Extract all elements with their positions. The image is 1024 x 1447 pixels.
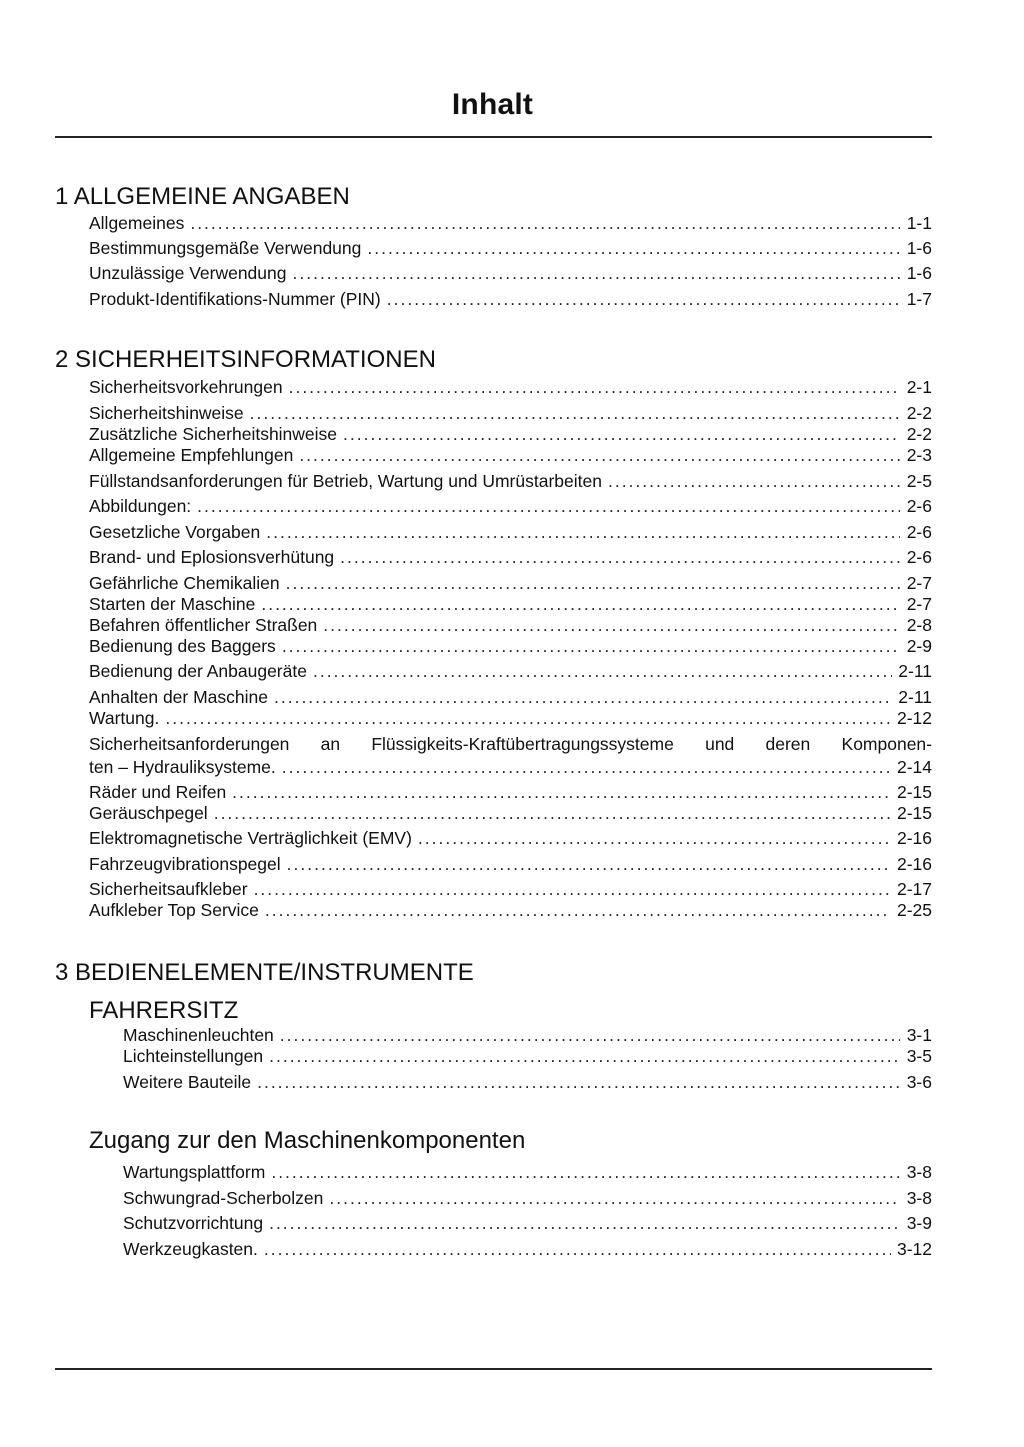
toc-entry-label: Brand- und Eplosionsverhütung <box>89 547 335 567</box>
toc-entry-label: Produkt-Identifikations-Nummer (PIN) <box>89 289 381 309</box>
toc-entry[interactable] <box>89 212 932 234</box>
toc-entry-label: Bedienung des Baggers <box>89 636 276 656</box>
leader-dots <box>261 593 900 615</box>
toc-entry-page: 1-6 <box>906 238 932 258</box>
toc-entry[interactable] <box>89 802 932 824</box>
toc-entry-page: 2-3 <box>906 445 932 465</box>
toc-entry-wrapped-line[interactable]: Sicherheitsanforderungen an Flüssigkeits-Kraftübertragungssysteme und deren Komponen- <box>89 734 932 754</box>
toc-entry[interactable] <box>89 470 932 492</box>
subsection-zugang-heading: Zugang zur den Maschinenkomponenten <box>89 1127 526 1154</box>
toc-entry-page: 2-15 <box>896 803 932 823</box>
subsection-fahrersitz-heading: FAHRERSITZ <box>89 997 239 1024</box>
toc-entry[interactable] <box>89 572 932 594</box>
toc-entry[interactable] <box>123 1238 932 1260</box>
toc-entry-page: 2-15 <box>896 782 932 802</box>
toc-entry-page: 1-6 <box>906 263 932 283</box>
toc-entry[interactable] <box>89 614 932 636</box>
toc-entry-label: Befahren öffentlicher Straßen <box>89 615 318 635</box>
toc-entry-page: 2-12 <box>896 708 932 728</box>
toc-entry-page: 2-6 <box>906 496 932 516</box>
toc-entry-page: 3-6 <box>906 1072 932 1092</box>
leader-dots <box>250 402 900 424</box>
toc-entry-page: 2-9 <box>906 636 932 656</box>
toc-entry-label: Sicherheitsvorkehrungen <box>89 377 283 397</box>
toc-entry[interactable] <box>89 402 932 424</box>
toc-entry-label: Schutzvorrichtung <box>123 1213 264 1233</box>
toc-entry[interactable] <box>89 237 932 259</box>
toc-entry-label: Aufkleber Top Service <box>89 900 259 920</box>
toc-entry[interactable] <box>89 781 932 803</box>
toc-entry-page: 2-11 <box>898 661 932 681</box>
toc-entry-label: Unzulässige Verwendung <box>89 263 287 283</box>
leader-dots <box>418 827 891 849</box>
leader-dots <box>165 707 891 729</box>
toc-entry[interactable] <box>89 288 932 310</box>
toc-entry[interactable] <box>89 546 932 568</box>
toc-entry[interactable] <box>89 376 932 398</box>
leader-dots <box>257 1071 900 1093</box>
toc-entry-page: 2-14 <box>896 757 932 777</box>
toc-entry-label: Allgemeines <box>89 213 185 233</box>
toc-entry-label: Zusätzliche Sicherheitshinweise <box>89 424 338 444</box>
leader-dots <box>367 237 900 259</box>
toc-entry-page: 2-25 <box>896 900 932 920</box>
toc-entry-label: Bestimmungsgemäße Verwendung <box>89 238 362 258</box>
leader-dots <box>269 1045 900 1067</box>
leader-dots <box>287 853 891 875</box>
toc-entry-label: Bedienung der Anbaugeräte <box>89 661 307 681</box>
toc-entry[interactable] <box>123 1187 932 1209</box>
toc-entry-page: 2-2 <box>906 424 932 444</box>
toc-entry-page: 2-5 <box>906 471 932 491</box>
toc-entry-page: 2-11 <box>898 687 932 707</box>
toc-entry-page: 2-1 <box>906 377 932 397</box>
toc-entry-page: 3-1 <box>906 1025 932 1045</box>
leader-dots <box>608 470 900 492</box>
toc-entry[interactable] <box>123 1071 932 1093</box>
toc-entry-label: Gesetzliche Vorgaben <box>89 522 261 542</box>
leader-dots <box>214 802 891 824</box>
toc-entry-label: Fahrzeugvibrationspegel <box>89 854 281 874</box>
section-3-heading: 3 BEDIENELEMENTE/INSTRUMENTE <box>55 959 474 986</box>
toc-entry-label: Abbildungen: <box>89 496 192 516</box>
toc-entry-page: 3-9 <box>906 1213 932 1233</box>
toc-entry-page: 2-17 <box>896 879 932 899</box>
toc-entry[interactable] <box>123 1024 932 1046</box>
toc-entry-page: 3-5 <box>906 1046 932 1066</box>
toc-entry[interactable] <box>89 593 932 615</box>
toc-entry-page: 3-8 <box>906 1188 932 1208</box>
leader-dots <box>282 635 900 657</box>
toc-entry[interactable] <box>89 686 932 708</box>
leader-dots <box>280 1024 900 1046</box>
section-2-heading: 2 SICHERHEITSINFORMATIONEN <box>55 346 436 373</box>
toc-entry-label: Wartung. <box>89 708 160 728</box>
toc-entry-page: 2-2 <box>906 403 932 423</box>
toc-entry-label: Schwungrad-Scherbolzen <box>123 1188 324 1208</box>
toc-entry-label: Füllstandsanforderungen für Betrieb, Wartung und Umrüstarbeiten <box>89 471 602 491</box>
toc-entry-label: Allgemeine Empfehlungen <box>89 445 294 465</box>
toc-entry-label: Räder und Reifen <box>89 782 227 802</box>
toc-entry[interactable] <box>89 495 932 517</box>
toc-entry[interactable] <box>89 262 932 284</box>
page-title: Inhalt <box>451 88 534 121</box>
toc-entry-label: Anhalten der Maschine <box>89 687 268 707</box>
toc-body <box>55 0 932 1447</box>
leader-dots <box>266 521 900 543</box>
toc-entry-label: Sicherheitshinweise <box>89 403 244 423</box>
leader-dots <box>271 1161 900 1183</box>
toc-entry[interactable] <box>123 1161 932 1183</box>
toc-entry[interactable] <box>89 827 932 849</box>
leader-dots <box>232 781 891 803</box>
leader-dots <box>299 444 900 466</box>
leader-dots <box>254 878 891 900</box>
toc-entry[interactable] <box>89 635 932 657</box>
toc-entry[interactable] <box>123 1045 932 1067</box>
toc-entry-page: 2-7 <box>906 594 932 614</box>
leader-dots <box>293 262 901 284</box>
toc-entry[interactable] <box>123 1212 932 1234</box>
section-1-heading: 1 ALLGEMEINE ANGABEN <box>55 183 350 210</box>
toc-entry[interactable] <box>89 756 932 778</box>
leader-dots <box>190 212 900 234</box>
leader-dots <box>269 1212 900 1234</box>
leader-dots <box>387 288 900 310</box>
toc-entry-label: Wartungsplattform <box>123 1162 266 1182</box>
leader-dots <box>329 1187 900 1209</box>
toc-entry[interactable] <box>89 660 932 682</box>
toc-entry-page: 3-8 <box>906 1162 932 1182</box>
toc-entry-label: Weitere Bauteile <box>123 1072 252 1092</box>
toc-entry[interactable] <box>89 899 932 921</box>
toc-entry-page: 2-7 <box>906 573 932 593</box>
toc-entry-page: 1-7 <box>906 289 932 309</box>
toc-entry-label: Sicherheitsaufkleber <box>89 879 248 899</box>
leader-dots <box>313 660 892 682</box>
leader-dots <box>340 546 900 568</box>
toc-entry-page: 2-6 <box>906 547 932 567</box>
toc-entry[interactable] <box>89 521 932 543</box>
toc-entry-label: Gefährliche Chemikalien <box>89 573 280 593</box>
toc-entry-page: 3-12 <box>896 1239 932 1259</box>
toc-entry-label: Geräuschpegel <box>89 803 208 823</box>
toc-entry-label: Lichteinstellungen <box>123 1046 264 1066</box>
leader-dots <box>286 572 900 594</box>
leader-dots <box>323 614 900 636</box>
toc-entry[interactable] <box>89 707 932 729</box>
leader-dots <box>289 376 900 398</box>
toc-entry-label: Elektromagnetische Verträglichkeit (EMV) <box>89 828 412 848</box>
toc-entry[interactable] <box>89 444 932 466</box>
bottom-divider <box>55 1368 932 1370</box>
toc-entry-page: 2-16 <box>896 854 932 874</box>
toc-entry[interactable] <box>89 878 932 900</box>
toc-entry[interactable] <box>89 423 932 445</box>
toc-entry-label: Starten der Maschine <box>89 594 256 614</box>
leader-dots <box>197 495 900 517</box>
toc-entry-label: Maschinenleuchten <box>123 1025 274 1045</box>
leader-dots <box>264 1238 891 1260</box>
toc-entry-label: Werkzeugkasten. <box>123 1239 258 1259</box>
toc-entry-page: 2-6 <box>906 522 932 542</box>
toc-entry-page: 1-1 <box>906 213 932 233</box>
leader-dots <box>343 423 900 445</box>
leader-dots <box>282 756 891 778</box>
toc-entry-label: ten – Hydrauliksysteme. <box>89 757 276 777</box>
leader-dots <box>265 899 891 921</box>
toc-entry-page: 2-16 <box>896 828 932 848</box>
toc-entry[interactable] <box>89 853 932 875</box>
toc-entry-page: 2-8 <box>906 615 932 635</box>
leader-dots <box>274 686 892 708</box>
